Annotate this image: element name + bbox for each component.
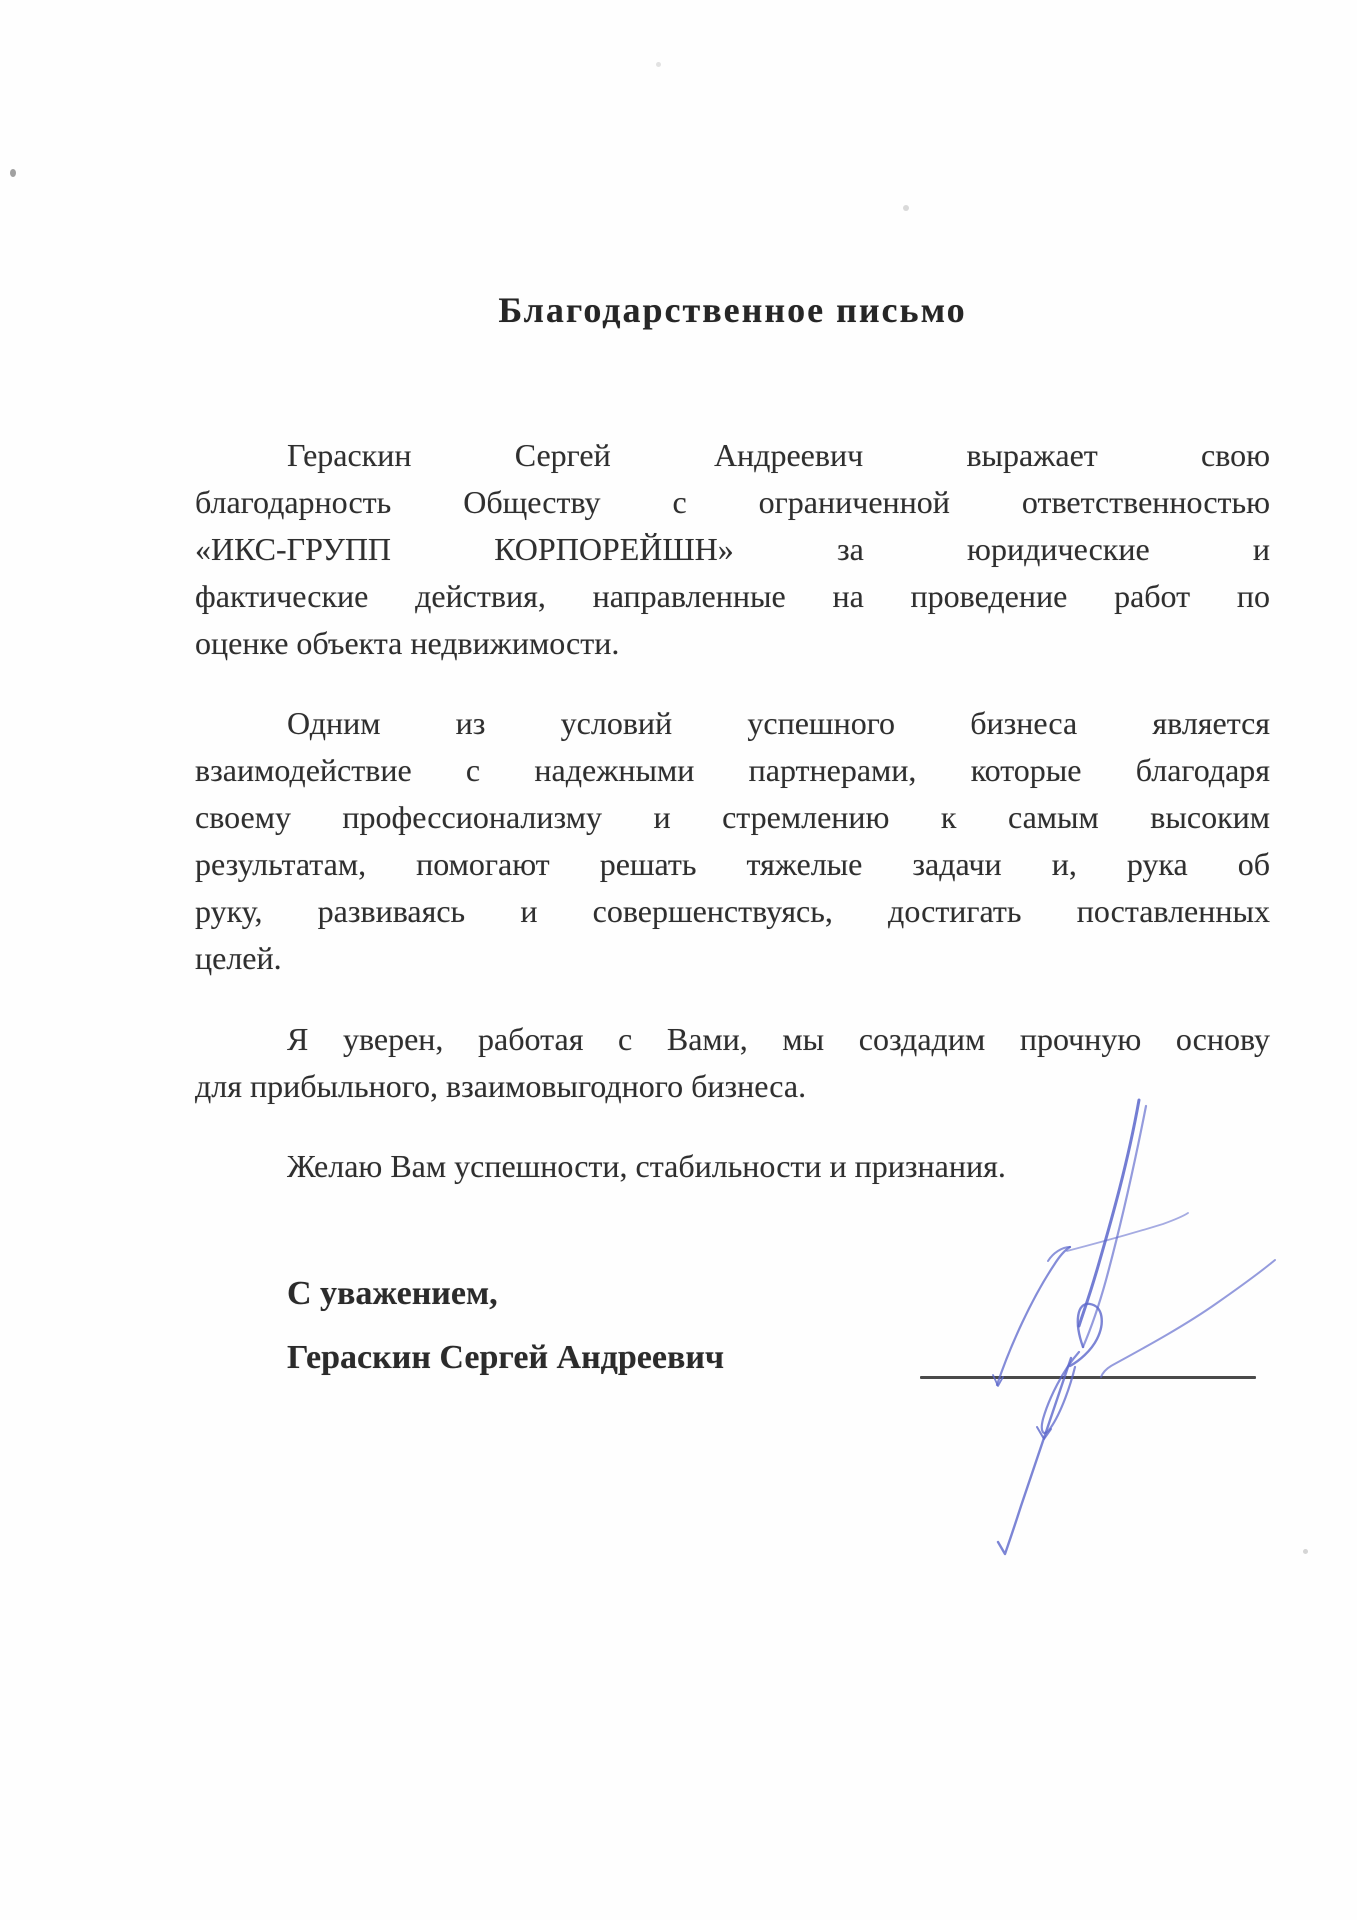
letter-line: для прибыльного, взаимовыгодного бизнеса. — [195, 1068, 807, 1104]
scan-speck — [1303, 1549, 1308, 1554]
scan-speck — [656, 62, 661, 67]
letter-line: Одним из условий успешного бизнеса является — [287, 705, 1270, 741]
letter-line: руку, развиваясь и совершенствуясь, достигать поставленных — [195, 893, 1270, 929]
closing-salutation: С уважением, — [287, 1275, 498, 1312]
letter-line: Желаю Вам успешности, стабильности и признания. — [287, 1148, 1006, 1184]
letter-line: результатам, помогают решать тяжелые задачи и, рука об — [195, 846, 1270, 882]
scan-speck — [903, 205, 909, 211]
scan-speck — [10, 169, 16, 177]
letter-line: Я уверен, работая с Вами, мы создадим прочную основу — [287, 1021, 1270, 1057]
letter-line: фактические действия, направленные на проведение работ по — [195, 578, 1270, 614]
letter-title: Благодарственное письмо — [498, 290, 967, 330]
letter-line: своему профессионализму и стремлению к самым высоким — [195, 799, 1270, 835]
letter-line: оценке объекта недвижимости. — [195, 625, 620, 661]
letter-line: «ИКС-ГРУПП КОРПОРЕЙШН» за юридические и — [195, 531, 1270, 567]
letter-line: Гераскин Сергей Андреевич выражает свою — [287, 437, 1270, 473]
signatory-name: Гераскин Сергей Андреевич — [287, 1339, 725, 1376]
letter-line: целей. — [195, 940, 282, 976]
letter-line: взаимодействие с надежными партнерами, которые благодаря — [195, 752, 1270, 788]
letter-line: благодарность Обществу с ограниченной ответственностью — [195, 484, 1270, 520]
